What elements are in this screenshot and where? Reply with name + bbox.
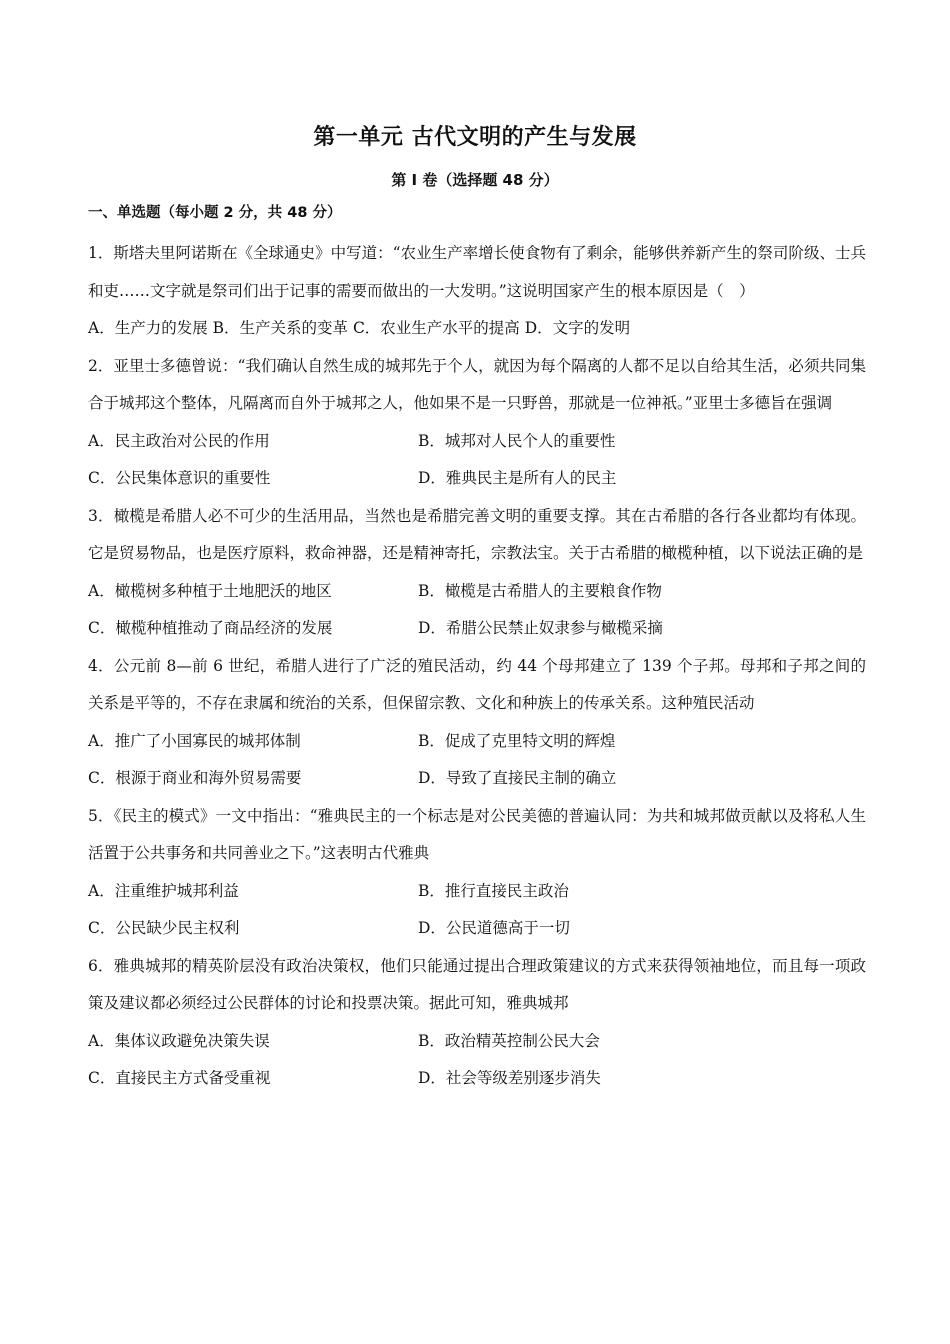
question-stem: 3．橄榄是希腊人必不可少的生活用品，当然也是希腊完善文明的重要支撑。其在古希腊的各行各业都均有体现。它是贸易物品，也是医疗原料，救命神器，还是精神寄托，宗教法宝。关于古希腊的橄榄种植，以下说法正确的是 <box>88 506 866 562</box>
option-d: D．社会等级差别逐步消失 <box>418 1069 601 1087</box>
option-b: B．橄榄是古希腊人的主要粮食作物 <box>418 581 662 600</box>
paper-section-title: 第 I 卷（选择题 48 分） <box>391 171 559 189</box>
answer-options-row <box>88 723 866 761</box>
answer-options-row <box>88 423 866 461</box>
option-b: B．城邦对人民个人的重要性 <box>418 431 616 450</box>
question-3 <box>88 498 866 648</box>
option-c: C．公民缺少民主权利 <box>88 919 240 937</box>
option-d: D．导致了直接民主制的确立 <box>418 769 617 787</box>
question-stem: 6．雅典城邦的精英阶层没有政治决策权，他们只能通过提出合理政策建议的方式来获得领袖地位，而且每一项政策及建议都必须经过公民群体的讨论和投票决策。据此可知，雅典城邦 <box>88 956 866 1012</box>
option-c: C．橄榄种植推动了商品经济的发展 <box>88 619 333 637</box>
option-a: A．橄榄树多种植于土地肥沃的地区 <box>88 581 332 600</box>
page-title: 第一单元 古代文明的产生与发展 <box>313 125 637 150</box>
answer-options-row <box>88 460 866 498</box>
option-a: A．民主政治对公民的作用 <box>88 431 270 450</box>
option-a: A．注重维护城邦利益 <box>88 881 239 900</box>
option-c: C．直接民主方式备受重视 <box>88 1069 271 1087</box>
answer-options-row <box>88 873 866 911</box>
answer-options-row <box>88 1060 866 1098</box>
question-type-heading: 一、单选题（每小题 2 分，共 48 分） <box>88 205 342 221</box>
question-stem: 1．斯塔夫里阿诺斯在《全球通史》中写道：“农业生产率增长使食物有了剩余，能够供养新产生的祭司阶级、士兵和吏……文字就是祭司们出于记事的需要而做出的一大发明。”这说明国家产生的根本原因是（ ） <box>88 244 866 300</box>
question-stem: 5．《民主的模式》一文中指出：“雅典民主的一个标志是对公民美德的普遍认同：为共和城邦做贡献以及将私人生活置于公共事务和共同善业之下。”这表明古代雅典 <box>88 806 866 862</box>
option-b: B．促成了克里特文明的辉煌 <box>418 731 616 750</box>
option-a: A．集体议政避免决策失误 <box>88 1031 270 1050</box>
answer-options-row <box>88 1023 866 1061</box>
question-6 <box>88 948 866 1098</box>
question-5 <box>88 798 866 948</box>
option-b: B．政治精英控制公民大会 <box>418 1031 600 1050</box>
question-1 <box>88 235 866 348</box>
answer-options: A．生产力的发展 B．生产关系的变革 C．农业生产水平的提高 D．文字的发明 <box>88 319 631 337</box>
question-stem: 2．亚里士多德曾说：“我们确认自然生成的城邦先于个人，就因为每个隔离的人都不足以自给其生活，必须共同集合于城邦这个整体，凡隔离而自外于城邦之人，他如果不是一只野兽，那就是一位神祇。”亚里士多德旨在强调 <box>88 356 866 412</box>
answer-options-row <box>88 910 866 948</box>
option-c: C．公民集体意识的重要性 <box>88 469 271 487</box>
option-d: D．雅典民主是所有人的民主 <box>418 469 617 487</box>
option-b: B．推行直接民主政治 <box>418 881 569 900</box>
answer-options-row <box>88 573 866 611</box>
option-a: A．推广了小国寡民的城邦体制 <box>88 731 301 750</box>
option-d: D．公民道德高于一切 <box>418 919 570 937</box>
option-d: D．希腊公民禁止奴隶参与橄榄采摘 <box>418 619 663 637</box>
question-2 <box>88 348 866 498</box>
question-list <box>88 235 866 1098</box>
question-4 <box>88 648 866 798</box>
answer-options-row <box>88 760 866 798</box>
question-stem: 4．公元前 8—前 6 世纪，希腊人进行了广泛的殖民活动，约 44 个母邦建立了 139 个子邦。母邦和子邦之间的关系是平等的，不存在隶属和统治的关系，但保留宗教、文化和种族上的传承关系。这种殖民活动 <box>88 656 866 712</box>
option-c: C．根源于商业和海外贸易需要 <box>88 769 302 787</box>
answer-options-row <box>88 610 866 648</box>
